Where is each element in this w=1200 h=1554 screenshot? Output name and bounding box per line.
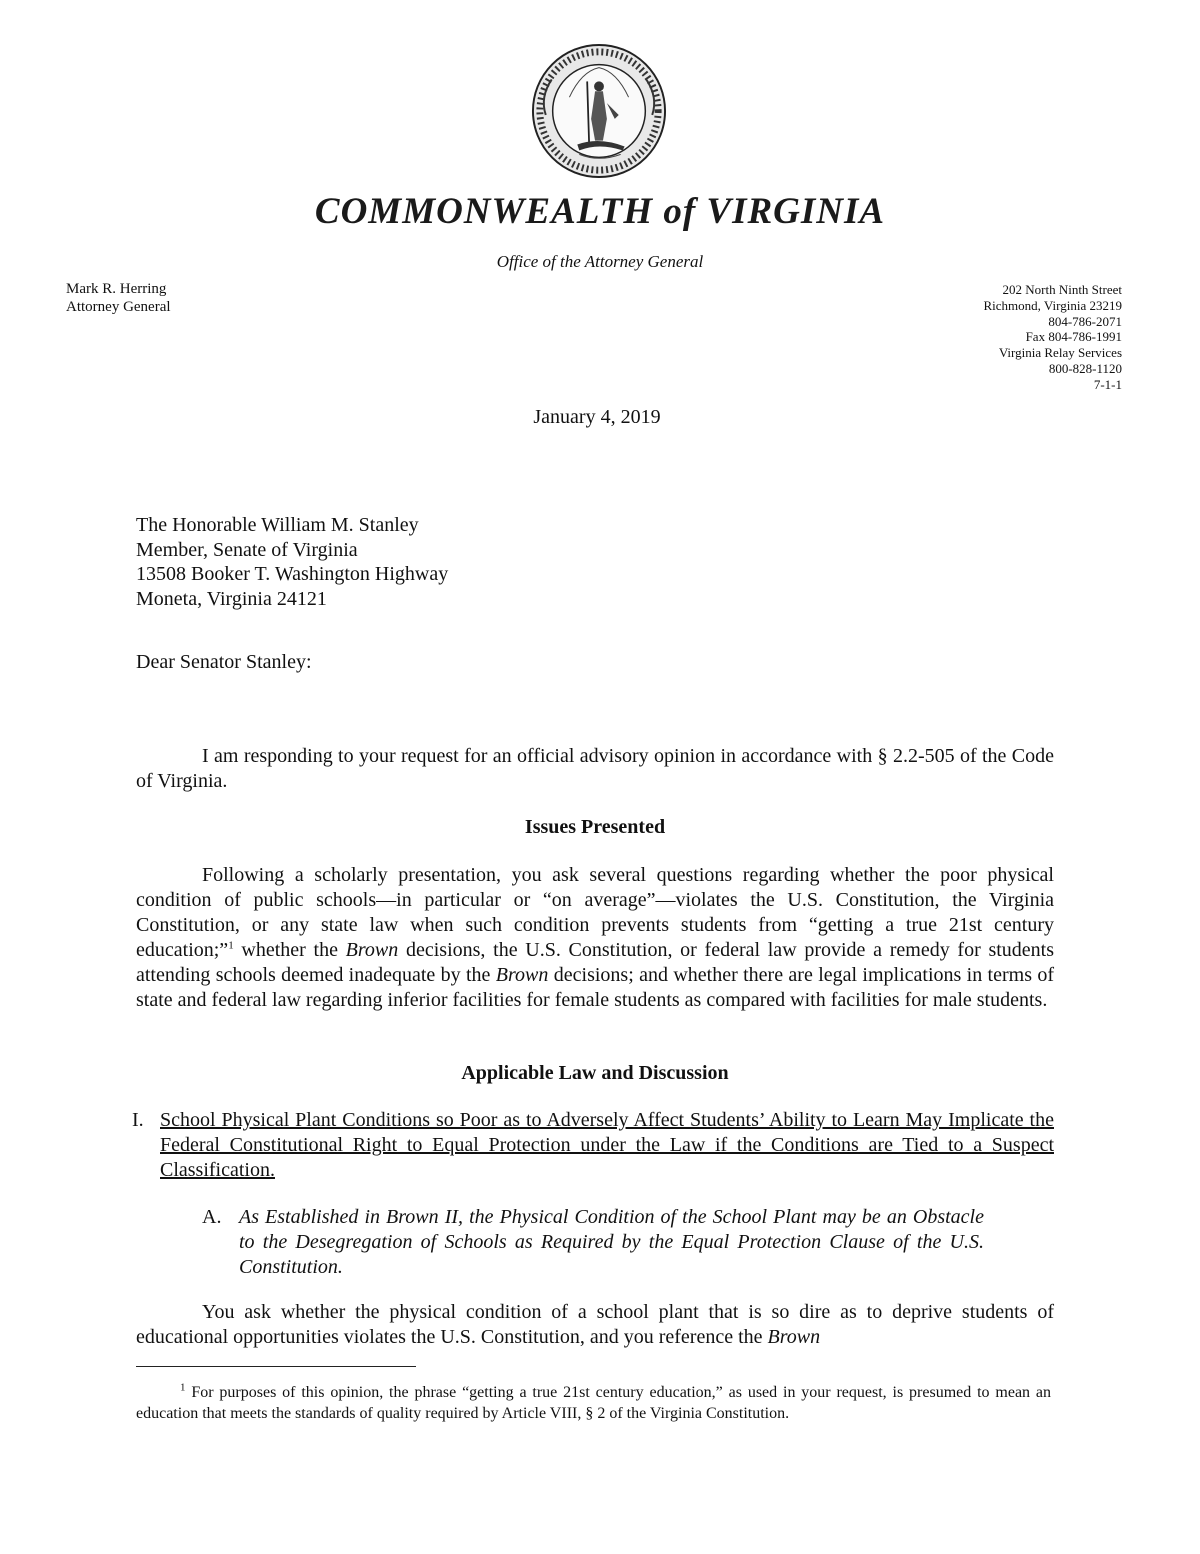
address-line: 202 North Ninth Street <box>1002 282 1122 297</box>
office-address <box>984 282 1123 393</box>
issues-text: decisions, the U.S. Constitution, or federal law provide a remedy for students attending schools deemed inadequate by the <box>136 939 1054 986</box>
virginia-seal-icon <box>530 42 668 180</box>
address-line: 800-828-1120 <box>1048 360 1122 376</box>
section-title: School Physical Plant Conditions so Poor as to Adversely Affect Students’ Ability to Learn May Implicate the Federal Constitutional Right to Equal Protection under the Law if the Conditions are Tied to a Suspect Classification. <box>160 1109 1054 1181</box>
section-i-heading <box>132 1108 1054 1183</box>
discussion-text: You ask whether the physical condition of a school plant that is so dire as to deprive students of educational opportunities violates the U.S. Constitution, and you reference the <box>136 1301 1054 1348</box>
heading-applicable-law: Applicable Law and Discussion <box>461 1062 729 1084</box>
section-a-heading <box>202 1205 984 1280</box>
recipient-line: Member, Senate of Virginia <box>136 538 358 561</box>
address-line: 804-786-2071 <box>1048 313 1122 329</box>
case-name: Brown <box>345 939 399 961</box>
issues-paragraph <box>136 863 1054 1013</box>
address-line: Fax 804-786-1991 <box>1025 329 1122 345</box>
recipient-line: 13508 Booker T. Washington Highway <box>136 563 449 585</box>
masthead-title: COMMONWEALTH of VIRGINIA <box>314 191 886 232</box>
footnote-divider <box>136 1366 416 1367</box>
footnote-text: For purposes of this opinion, the phrase “getting a true 21st century education,” as used in your request, is presumed to mean an education that meets the standards of quality required by Article VIII, § 2 of the Virginia Constitution. <box>136 1384 1052 1422</box>
footnote-ref: 1 <box>228 939 234 952</box>
issues-text: whether the <box>233 939 346 961</box>
recipient-block <box>136 513 448 611</box>
issues-text: decisions; and whether there are legal implications in terms of state and federal law regarding inferior facilities for female students as compared with facilities for male students. <box>136 964 1055 1011</box>
intro-paragraph: I am responding to your request for an official advisory opinion in accordance with § 2.2-505 of the Code of Virginia. <box>136 745 1054 792</box>
footnote <box>136 1383 1051 1424</box>
address-line: 7-1-1 <box>1093 376 1122 392</box>
subsection-number: A. <box>202 1206 222 1228</box>
address-line: Richmond, Virginia 23219 <box>983 297 1122 313</box>
footnote-number: 1 <box>180 1381 186 1394</box>
sender-name: Mark R. Herring <box>66 281 167 297</box>
office-subtitle: Office of the Attorney General <box>496 252 704 271</box>
recipient-line: Moneta, Virginia 24121 <box>136 587 327 610</box>
issues-text: Following a scholarly presentation, you ask several questions regarding whether the poor physical condition of public schools—in particular or “on average”—violates the U.S. Constitution, the Virginia Constitution, or any state law when such condition prevents students from “getting a true 21st century education;” <box>136 864 1054 961</box>
recipient-line: The Honorable William M. Stanley <box>136 514 419 536</box>
case-name: Brown <box>495 964 549 986</box>
section-number: I. <box>132 1109 144 1131</box>
heading-issues-presented: Issues Presented <box>524 816 666 838</box>
sender-block <box>66 280 171 316</box>
sender-title: Attorney General <box>66 299 171 315</box>
salutation: Dear Senator Stanley: <box>136 651 312 673</box>
letter-date: January 4, 2019 <box>533 406 661 428</box>
subsection-title: As Established in Brown II, the Physical Condition of the School Plant may be an Obstacle to the Desegregation of Schools as Required by the Equal Protection Clause of the U.S. Constitution. <box>239 1206 984 1278</box>
case-name: Brown <box>767 1326 821 1348</box>
discussion-paragraph <box>136 1300 1054 1350</box>
address-line: Virginia Relay Services <box>998 345 1122 361</box>
